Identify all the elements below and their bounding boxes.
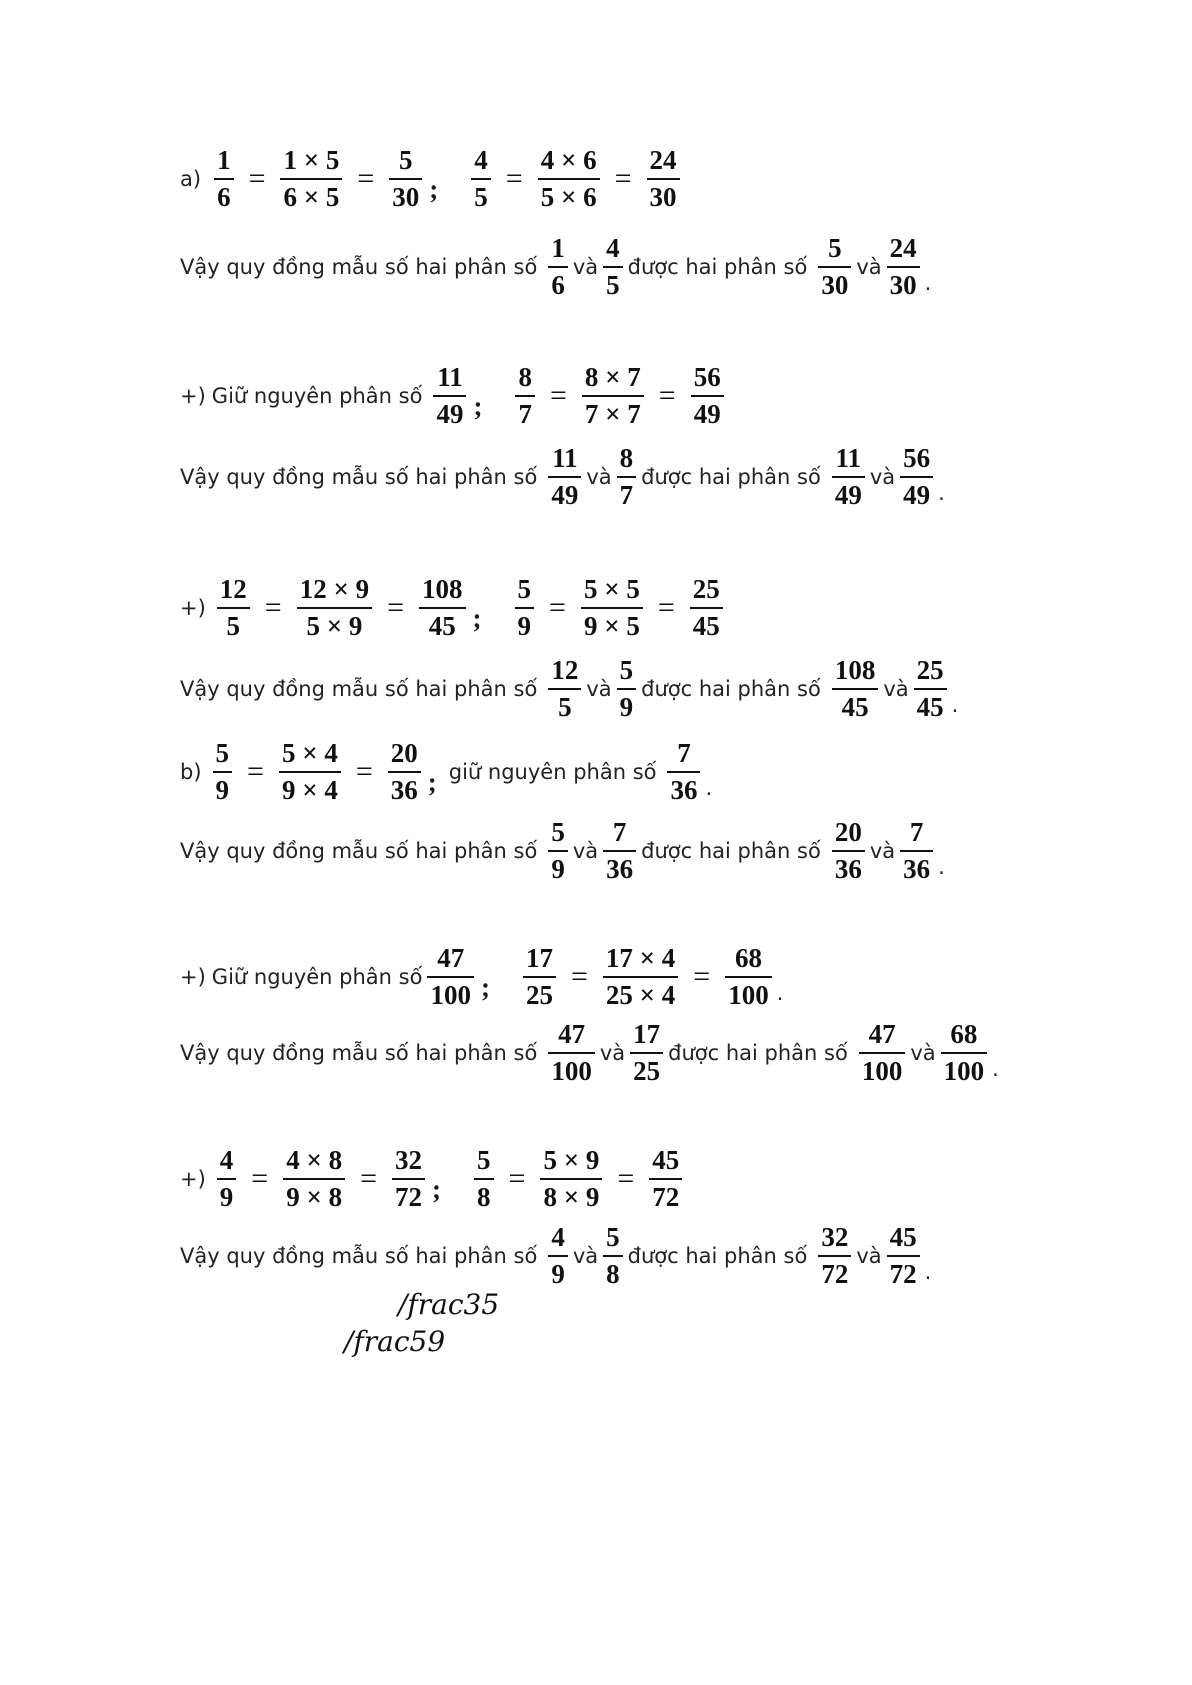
fraction [217, 574, 250, 642]
got-text: được hai phân số [641, 839, 821, 864]
denominator: 45 [914, 688, 947, 723]
numerator: 5 [517, 574, 532, 604]
block-5-equation [180, 943, 783, 1011]
denominator: 5 × 9 [297, 607, 372, 642]
denominator: 5 [548, 688, 581, 723]
denominator: 72 [392, 1178, 425, 1213]
denominator: 100 [859, 1052, 906, 1087]
fraction [213, 738, 233, 806]
numerator: 5 × 5 [583, 574, 640, 604]
equals-sign: = [264, 591, 282, 625]
denominator: 49 [433, 395, 466, 430]
denominator: 49 [548, 476, 581, 511]
block-b-equation [180, 738, 712, 806]
denominator: 9 [548, 850, 568, 885]
numerator: 5 [215, 738, 230, 768]
fraction [887, 233, 920, 301]
denominator: 36 [388, 771, 421, 806]
denominator: 25 [523, 976, 556, 1011]
denominator: 8 [603, 1255, 623, 1290]
got-text: được hai phân số [627, 1244, 808, 1269]
numerator: 12 [219, 574, 247, 604]
equals-sign: = [355, 755, 373, 789]
equals-sign: = [614, 162, 632, 196]
fraction [603, 1222, 623, 1290]
numerator: 8 × 7 [584, 362, 641, 392]
equals-sign: = [505, 162, 523, 196]
conclusion-text: Vậy quy đồng mẫu số hai phân số [180, 677, 538, 702]
equals-sign: = [248, 162, 266, 196]
denominator: 7 [515, 395, 535, 430]
fraction [900, 443, 933, 511]
conclusion-text: Vậy quy đồng mẫu số hai phân số [180, 465, 538, 490]
numerator: 47 [558, 1019, 586, 1049]
denominator: 72 [818, 1255, 851, 1290]
numerator: 5 [619, 655, 634, 685]
numerator: 20 [390, 738, 418, 768]
numerator: 45 [889, 1222, 917, 1252]
fraction [818, 1222, 851, 1290]
fraction [691, 362, 724, 430]
numerator: 56 [693, 362, 721, 392]
numerator: 24 [649, 145, 677, 175]
semicolon: ; [473, 391, 483, 422]
block-5-conclusion [180, 1019, 999, 1087]
numerator: 4 [474, 145, 488, 175]
keep-text: giữ nguyên phân số [448, 760, 657, 785]
denominator: 100 [427, 976, 474, 1011]
numerator: 5 [606, 1222, 620, 1252]
denominator: 100 [725, 976, 772, 1011]
block-3-equation [180, 574, 728, 642]
fraction [603, 233, 623, 301]
denominator: 30 [818, 266, 851, 301]
denominator: 9 × 5 [581, 607, 643, 642]
denominator: 49 [691, 395, 724, 430]
and-word: và [572, 839, 599, 864]
denominator: 30 [647, 178, 680, 213]
got-text: được hai phân số [641, 465, 821, 490]
block-2-conclusion [180, 443, 945, 511]
fraction [523, 943, 556, 1011]
and-word: và [869, 839, 896, 864]
fraction [818, 233, 851, 301]
fraction [427, 943, 474, 1011]
numerator: 5 [399, 145, 413, 175]
fraction [433, 362, 466, 430]
numerator: 20 [834, 817, 862, 847]
period: . [705, 776, 713, 801]
equals-sign: = [549, 379, 567, 413]
denominator: 9 × 4 [279, 771, 341, 806]
denominator: 49 [900, 476, 933, 511]
and-word: và [856, 1244, 882, 1269]
denominator: 36 [832, 850, 865, 885]
part-label-plus: +) [180, 596, 206, 621]
numerator: 47 [437, 943, 465, 973]
keep-text: Giữ nguyên phân số [211, 384, 423, 409]
fraction [280, 145, 342, 213]
part-label-plus: +) [180, 1167, 206, 1192]
fraction [515, 574, 535, 642]
got-text: được hai phân số [627, 255, 808, 280]
denominator: 6 × 5 [280, 178, 342, 213]
numerator: 5 [828, 233, 842, 263]
denominator: 7 × 7 [582, 395, 644, 430]
period: . [938, 481, 945, 506]
part-label-plus: +) [180, 384, 206, 409]
fraction [617, 443, 637, 511]
fraction [474, 1145, 494, 1213]
numerator: 12 [551, 655, 579, 685]
numerator: 24 [889, 233, 917, 263]
period: . [938, 855, 945, 880]
numerator: 4 [606, 233, 620, 263]
fraction [548, 655, 581, 723]
block-a-conclusion [180, 233, 931, 301]
denominator: 5 × 6 [538, 178, 600, 213]
numerator: 7 [612, 817, 627, 847]
fraction [832, 817, 865, 885]
equals-sign: = [508, 1162, 526, 1196]
block-6-equation [180, 1145, 687, 1213]
numerator: 12 × 9 [299, 574, 370, 604]
denominator: 7 [617, 476, 637, 511]
denominator: 5 [217, 607, 250, 642]
numerator: 45 [652, 1145, 680, 1175]
period: . [924, 1260, 932, 1285]
numerator: 17 × 4 [605, 943, 676, 973]
block-6-conclusion [180, 1222, 931, 1290]
numerator: 17 [525, 943, 553, 973]
fraction [690, 574, 723, 642]
equals-sign: = [658, 379, 676, 413]
denominator: 49 [832, 476, 865, 511]
denominator: 8 [474, 1178, 494, 1213]
and-word: và [586, 465, 612, 490]
numerator: 68 [734, 943, 762, 973]
fraction [279, 738, 341, 806]
equals-sign: = [387, 591, 405, 625]
numerator: 11 [835, 443, 862, 473]
fraction [859, 1019, 906, 1087]
block-3-conclusion [180, 655, 958, 723]
numerator: 7 [677, 738, 691, 768]
part-label-plus: +) [180, 965, 206, 990]
and-word: và [586, 677, 612, 702]
block-b-conclusion [180, 817, 945, 885]
fraction [548, 233, 568, 301]
numerator: 25 [916, 655, 944, 685]
part-label-a: a) [180, 167, 202, 192]
numerator: 68 [950, 1019, 978, 1049]
stray-latex-2: /frac59 [344, 1325, 446, 1358]
equals-sign: = [247, 755, 264, 789]
fraction [548, 817, 568, 885]
equals-sign: = [693, 960, 711, 994]
conclusion-text: Vậy quy đồng mẫu số hai phân số [180, 839, 538, 864]
fraction [548, 443, 581, 511]
denominator: 25 [630, 1052, 663, 1087]
denominator: 45 [832, 688, 879, 723]
and-word: và [599, 1041, 626, 1066]
semicolon: ; [480, 972, 490, 1003]
fraction [389, 145, 422, 213]
fraction [832, 443, 865, 511]
fraction [419, 574, 466, 642]
denominator: 6 [214, 178, 234, 213]
and-word: và [572, 255, 599, 280]
fraction [283, 1145, 345, 1213]
numerator: 8 [619, 443, 634, 473]
fraction [887, 1222, 920, 1290]
equals-sign: = [360, 1162, 378, 1196]
denominator: 5 [471, 178, 491, 213]
conclusion-text: Vậy quy đồng mẫu số hai phân số [180, 1244, 538, 1269]
and-word: và [869, 465, 896, 490]
denominator: 45 [419, 607, 466, 642]
fraction [630, 1019, 663, 1087]
conclusion-text: Vậy quy đồng mẫu số hai phân số [180, 1041, 538, 1066]
period: . [924, 271, 932, 296]
fraction [471, 145, 491, 213]
denominator: 9 [617, 688, 637, 723]
fraction [582, 362, 644, 430]
fraction [603, 943, 678, 1011]
denominator: 36 [900, 850, 933, 885]
denominator: 36 [603, 850, 636, 885]
keep-text: Giữ nguyên phân số [211, 965, 423, 990]
numerator: 17 [633, 1019, 661, 1049]
denominator: 100 [548, 1052, 595, 1087]
semicolon: ; [472, 603, 482, 634]
equals-sign: = [549, 591, 566, 625]
and-word: và [883, 677, 909, 702]
fraction [914, 655, 947, 723]
numerator: 5 × 4 [281, 738, 338, 768]
equals-sign: = [357, 162, 375, 196]
denominator: 72 [649, 1178, 682, 1213]
and-word: và [572, 1244, 599, 1269]
numerator: 1 [551, 233, 565, 263]
denominator: 8 × 9 [540, 1178, 602, 1213]
semicolon: ; [427, 767, 437, 798]
block-2-equation [180, 362, 729, 430]
equals-sign: = [251, 1162, 269, 1196]
equals-sign: = [657, 591, 675, 625]
fraction [667, 738, 700, 806]
equals-sign: = [617, 1162, 635, 1196]
denominator: 9 [213, 771, 233, 806]
fraction [214, 145, 234, 213]
fraction [540, 1145, 602, 1213]
fraction [647, 145, 680, 213]
denominator: 25 × 4 [603, 976, 678, 1011]
numerator: 25 [692, 574, 720, 604]
numerator: 32 [395, 1145, 423, 1175]
denominator: 30 [389, 178, 422, 213]
denominator: 45 [690, 607, 723, 642]
block-a-equation [180, 145, 685, 213]
denominator: 9 × 8 [283, 1178, 345, 1213]
denominator: 5 [603, 266, 623, 301]
denominator: 9 [515, 607, 535, 642]
numerator: 56 [903, 443, 931, 473]
numerator: 47 [868, 1019, 896, 1049]
fraction [217, 1145, 237, 1213]
and-word: và [910, 1041, 936, 1066]
numerator: 108 [422, 574, 463, 604]
numerator: 32 [821, 1222, 849, 1252]
fraction [297, 574, 372, 642]
fraction [832, 655, 879, 723]
denominator: 36 [667, 771, 700, 806]
period: . [992, 1057, 999, 1082]
equals-sign: = [570, 960, 588, 994]
denominator: 30 [887, 266, 920, 301]
stray-latex-1: /frac35 [398, 1288, 500, 1321]
numerator: 4 [551, 1222, 565, 1252]
fraction [548, 1222, 568, 1290]
got-text: được hai phân số [668, 1041, 848, 1066]
fraction [388, 738, 421, 806]
fraction [725, 943, 772, 1011]
denominator: 9 [548, 1255, 568, 1290]
numerator: 108 [834, 655, 876, 685]
numerator: 11 [437, 362, 463, 392]
semicolon: ; [432, 1174, 442, 1205]
fraction [617, 655, 637, 723]
numerator: 8 [518, 362, 532, 392]
numerator: 5 [551, 817, 565, 847]
fraction [603, 817, 636, 885]
numerator: 5 × 9 [543, 1145, 600, 1175]
denominator: 9 [217, 1178, 237, 1213]
numerator: 11 [552, 443, 578, 473]
and-word: và [856, 255, 882, 280]
fraction [941, 1019, 988, 1087]
numerator: 7 [909, 817, 924, 847]
part-label-b: b) [180, 760, 202, 785]
fraction [548, 1019, 595, 1087]
numerator: 4 [219, 1145, 234, 1175]
semicolon: ; [429, 174, 439, 205]
fraction [900, 817, 933, 885]
conclusion-text: Vậy quy đồng mẫu số hai phân số [180, 255, 538, 280]
fraction [515, 362, 535, 430]
numerator: 1 [217, 145, 231, 175]
fraction [581, 574, 643, 642]
got-text: được hai phân số [641, 677, 821, 702]
denominator: 72 [887, 1255, 920, 1290]
numerator: 1 × 5 [283, 145, 340, 175]
fraction [649, 1145, 682, 1213]
period: . [951, 693, 959, 718]
numerator: 5 [477, 1145, 491, 1175]
numerator: 4 × 8 [286, 1145, 343, 1175]
fraction [392, 1145, 425, 1213]
denominator: 6 [548, 266, 568, 301]
numerator: 4 × 6 [540, 145, 597, 175]
fraction [538, 145, 600, 213]
period: . [776, 981, 784, 1006]
denominator: 100 [941, 1052, 988, 1087]
